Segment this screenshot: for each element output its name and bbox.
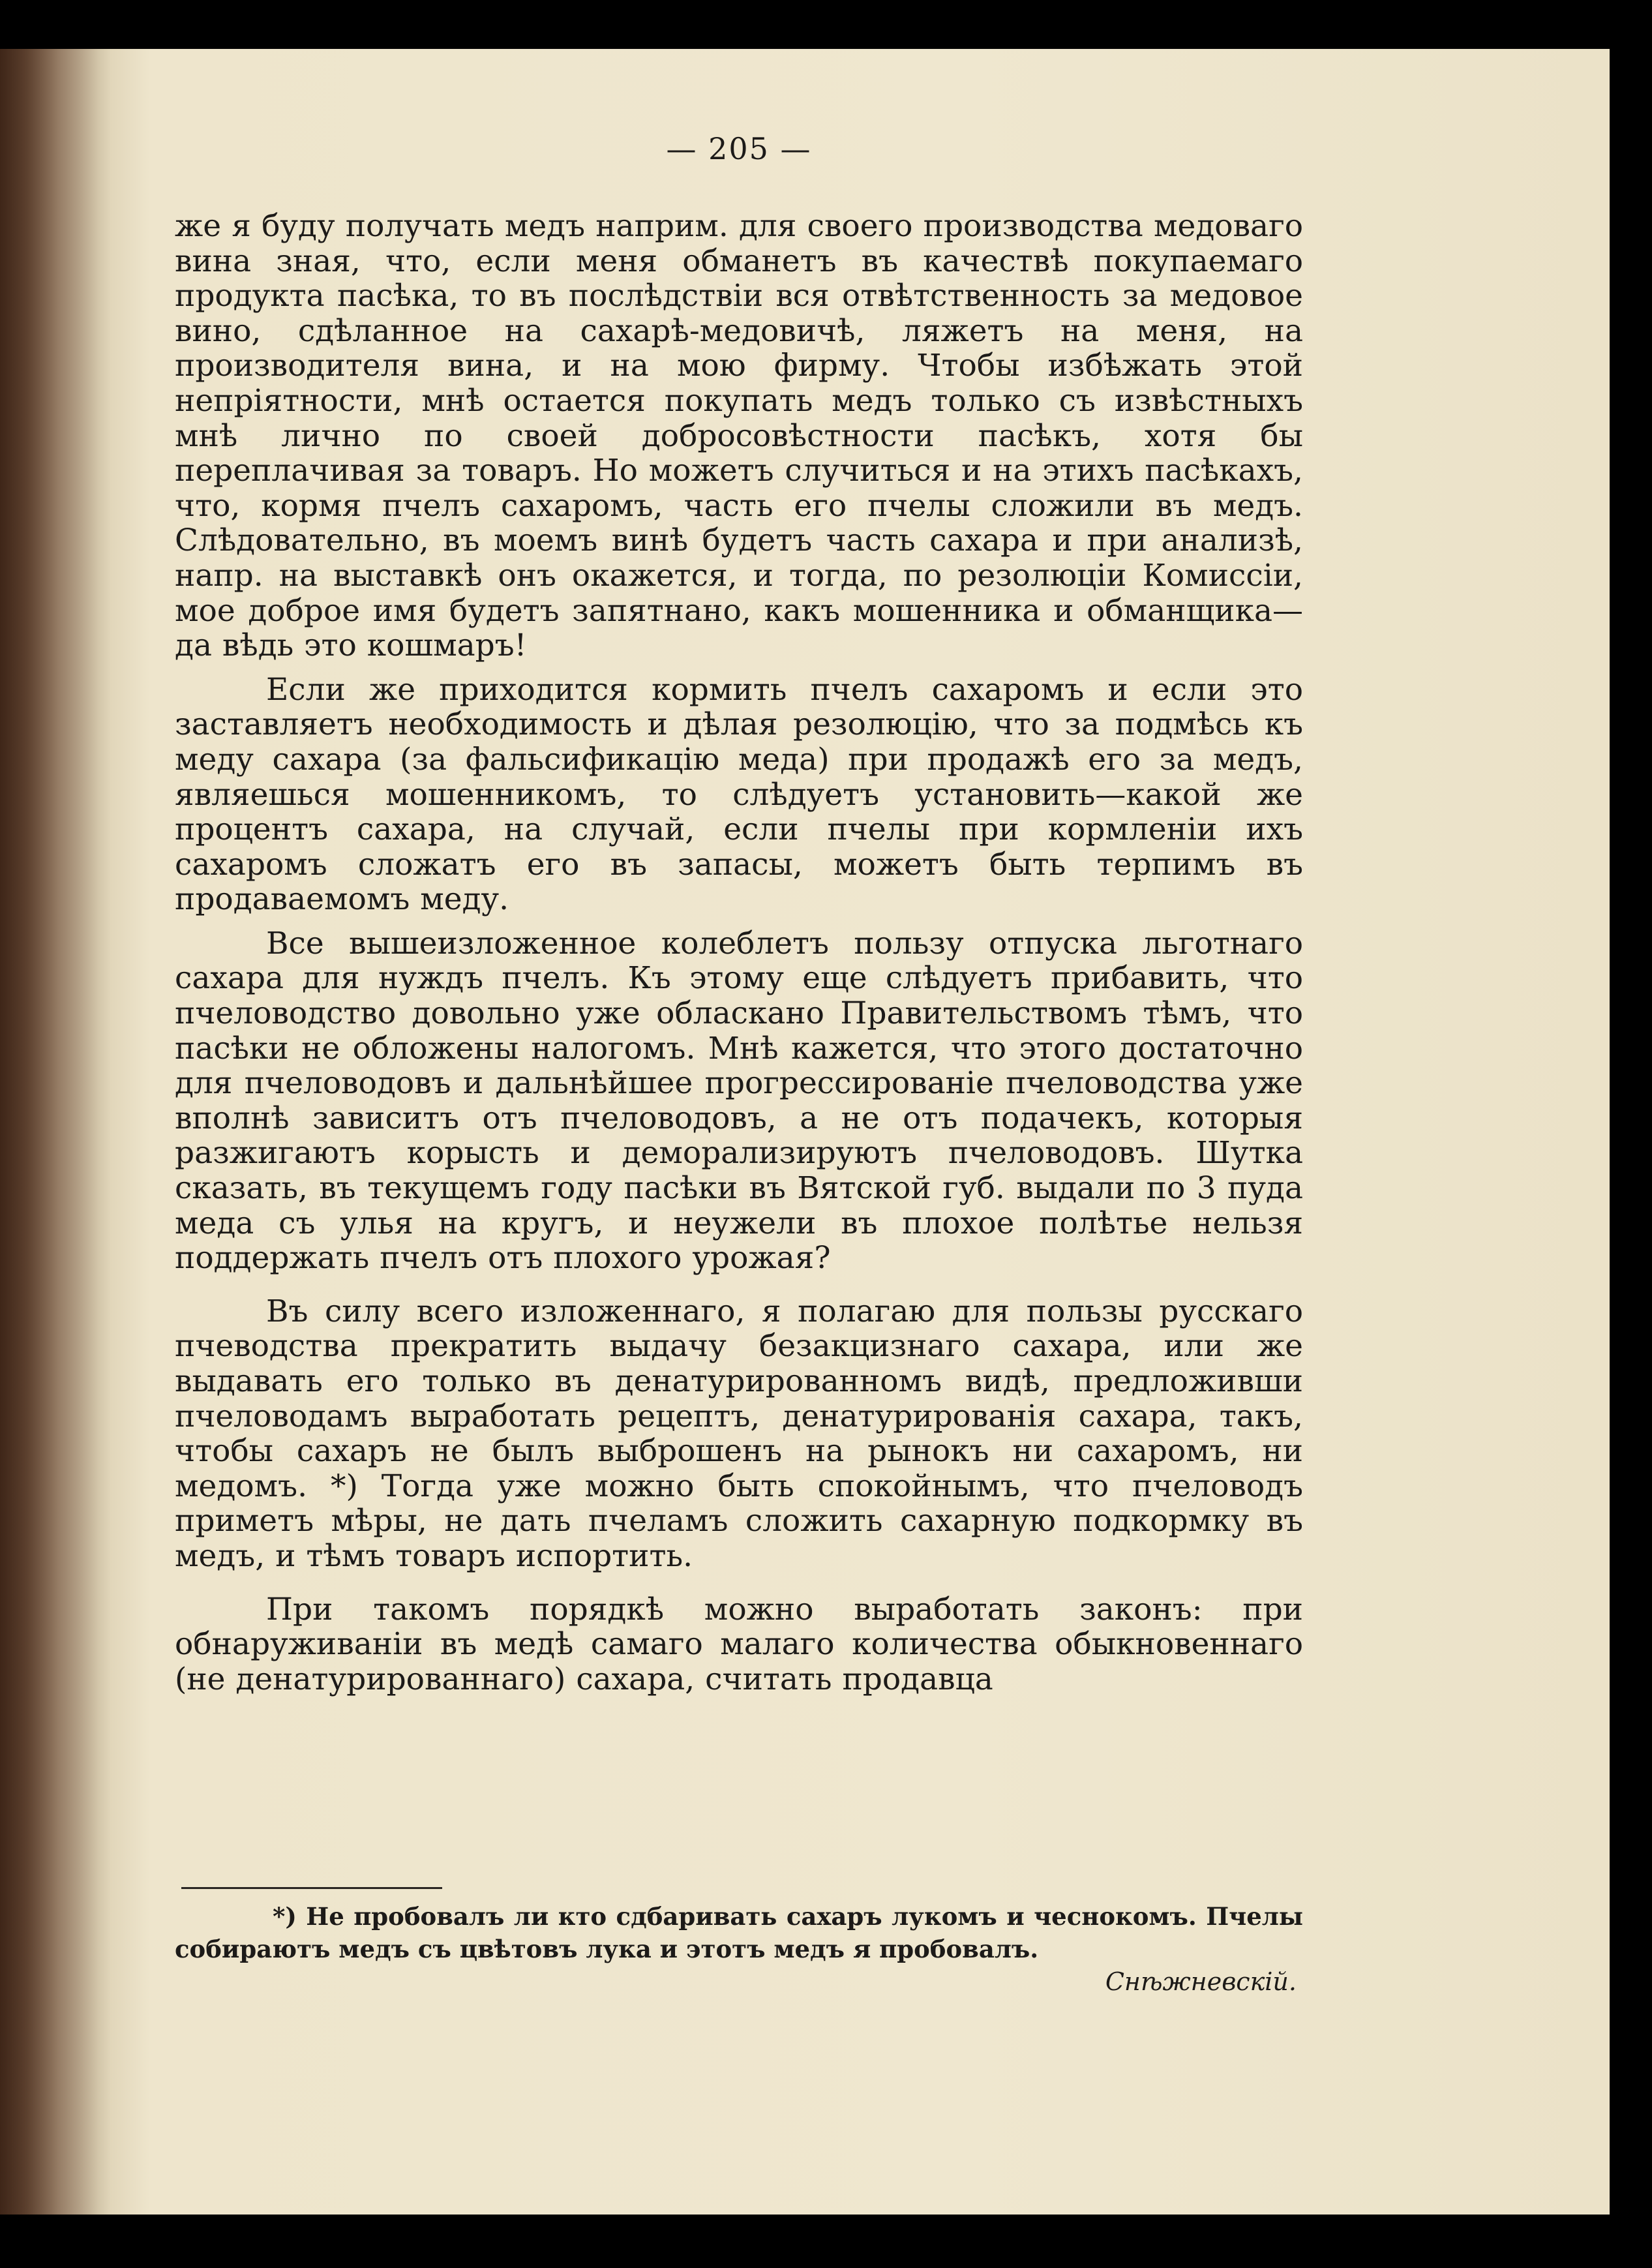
footnote-text: *) Не пробовалъ ли кто сдбаривать сахаръ лукомъ и чеснокомъ. Пчелы собираютъ медъ съ цвѣтовъ лука и этотъ медъ я пробовалъ. [175,1902,1303,1963]
book-page [0,49,1610,2215]
paragraph-2: Если же приходится кормить пчелъ сахаромъ и если это заставляетъ необходимость и дѣлая резолюцію, что за подмѣсь къ меду сахара (за фальсификацію меда) при продажѣ его за медъ, являешься мошенникомъ, то слѣдуетъ установить—какой же процентъ сахара, на случай, если пчелы при кормленіи ихъ сахаромъ сложатъ его въ запасы, можетъ быть терпимъ въ продаваемомъ меду. [175,671,1303,918]
body-text [175,209,1303,1697]
paragraph-4: Въ силу всего изложеннаго, я полагаю для пользы русскаго пчеводства прекратить выдачу безакцизнаго сахара, или же выдавать его только въ денатурированномъ видѣ, предложивши пчеловодамъ выработать рецептъ, денатурированія сахара, такъ, чтобы сахаръ не былъ выброшенъ на рынокъ ни сахаромъ, ни медомъ. *) Тогда уже можно быть спокойнымъ, что пчеловодъ приметъ мѣры, не дать пчеламъ сложить сахарную подкормку въ медъ, и тѣмъ товаръ испортить. [175,1293,1303,1574]
paragraph-5: При такомъ порядкѣ можно выработать законъ: при обнаруживаніи въ медѣ самаго малаго количества обыкновеннаго (не денатурированнаго) сахара, считать продавца [175,1591,1303,1697]
footnote-divider [181,1887,442,1889]
page-content [175,49,1303,2215]
footnote-signature: Снѣжневскій. [1105,1967,1297,1996]
paragraph-1: же я буду получать медъ наприм. для своего производства медоваго вина зная, что, если меня обманетъ въ качествѣ покупаемаго продукта пасѣка, то въ послѣдствіи вся отвѣтственность за медовое вино, сдѣланное на сахарѣ-медовичѣ, ляжетъ на меня, на производителя вина, и на мою фирму. Чтобы избѣжать этой непріятности, мнѣ остается покупать медъ только съ извѣстныхъ мнѣ лично по своей добросовѣстности пасѣкъ, хотя бы переплачивая за товаръ. Но можетъ случиться и на этихъ пасѣкахъ, что, кормя пчелъ сахаромъ, часть его пчелы сложили въ медъ. Слѣдовательно, въ моемъ винѣ будетъ часть сахара и при анализѣ, напр. на выставкѣ онъ окажется, и тогда, по резолюціи Комиссіи, мое доброе имя будетъ запятнано, какъ мошенника и обманщика—да вѣдь это кошмаръ! [175,208,1303,664]
page-number: — 205 — [666,131,812,166]
paragraph-3: Все вышеизложенное колеблетъ пользу отпуска льготнаго сахара для нуждъ пчелъ. Къ этому еще слѣдуетъ прибавить, что пчеловодство довольно уже обласкано Правительствомъ тѣмъ, что пасѣки не обложены налогомъ. Мнѣ кажется, что этого достаточно для пчеловодовъ и дальнѣйшее прогрессированіе пчеловодства уже вполнѣ зависитъ отъ пчеловодовъ, а не отъ подачекъ, которыя разжигаютъ корысть и деморализируютъ пчеловодовъ. Шутка сказать, въ текущемъ году пасѣки въ Вятской губ. выдали по 3 пуда меда съ улья на кругъ, и неужели въ плохое полѣтье нельзя поддержать пчелъ отъ плохого урожая? [175,925,1303,1277]
